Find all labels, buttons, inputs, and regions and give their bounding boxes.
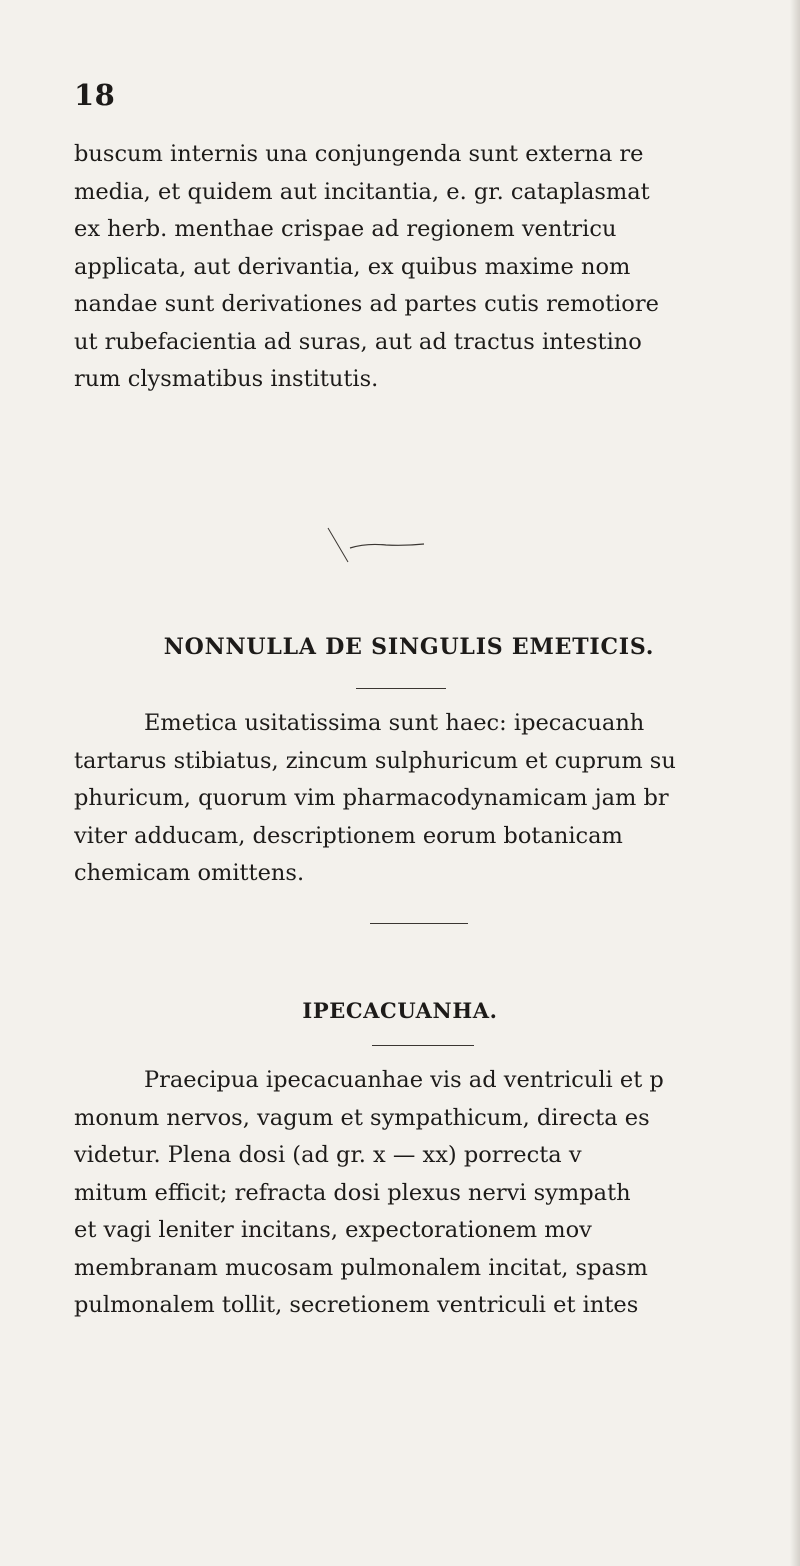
paragraph-ipecacuanha: [74, 1062, 800, 1325]
text-line: et vagi leniter incitans, expectorationem mov: [74, 1217, 592, 1243]
text-line: ut rubefacientia ad suras, aut ad tractus intestino: [74, 328, 642, 355]
page-edge-shadow: [790, 0, 800, 1566]
text-line: applicata, aut derivantia, ex quibus maxime nom: [74, 253, 631, 280]
text-line: ex herb. menthae crispae ad regionem ventricu: [74, 216, 617, 242]
text-line: phuricum, quorum vim pharmacodynamicam jam br: [74, 785, 669, 811]
text-line: Praecipua ipecacuanhae vis ad ventriculi et p: [144, 1067, 664, 1093]
text-line: videtur. Plena dosi (ad gr. x — xx) porrecta v: [74, 1142, 582, 1168]
section-heading-emetics: NONNULLA DE SINGULIS EMETICIS.: [163, 634, 655, 660]
text-line: chemicam omittens.: [74, 860, 305, 886]
divider: [372, 1045, 474, 1046]
text-line: tartarus stibiatus, zincum sulphuricum et cuprum su: [74, 747, 676, 774]
paragraph-emetica: [74, 705, 800, 893]
text-line: pulmonalem tollit, secretionem ventriculi et intes: [74, 1292, 639, 1318]
text-line: viter adducam, descriptionem eorum botanicam: [74, 822, 623, 849]
divider: [356, 688, 446, 689]
text-line: nandae sunt derivationes ad partes cutis remotiore: [74, 291, 659, 317]
paragraph-remedia: [74, 136, 800, 399]
text-line: rum clysmatibus institutis.: [74, 366, 379, 392]
text-line: membranam mucosam pulmonalem incitat, spasm: [74, 1254, 648, 1281]
section-heading-ipecacuanha: IPECACUANHA.: [302, 998, 498, 1023]
divider: [370, 923, 468, 924]
text-line: monum nervos, vagum et sympathicum, directa es: [74, 1104, 650, 1131]
text-line: buscum internis una conjungenda sunt externa re: [74, 141, 644, 167]
text-line: Emetica usitatissima sunt haec: ipecacuanh: [144, 710, 645, 736]
text-line: mitum efficit; refracta dosi plexus nervi sympath: [74, 1179, 631, 1206]
section-ornament: [326, 526, 446, 566]
page-number: 18: [74, 78, 116, 112]
text-line: media, et quidem aut incitantia, e. gr. cataplasmat: [74, 178, 650, 205]
